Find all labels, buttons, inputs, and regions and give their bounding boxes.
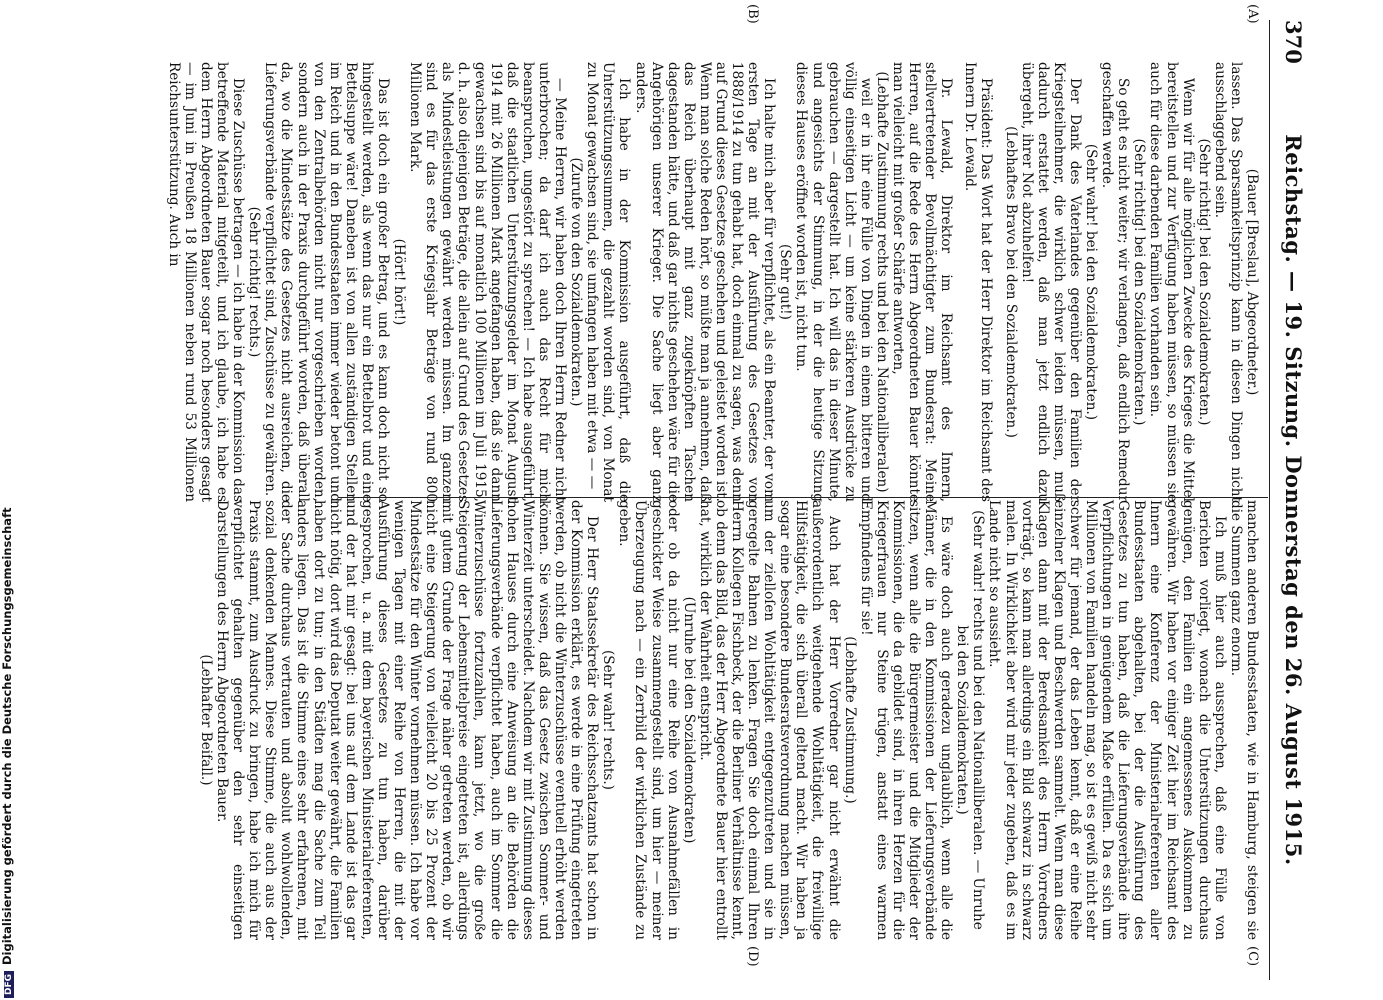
paragraph: Der Dank des Vaterlandes gegenüber den Familien der Kriegsteilnehmer, die wirklich schwer leiden müssen, muß dadurch erstattet werden, daß man jetzt endlich dazu übergeht, ihrer Not abzuhelfen! xyxy=(1018,62,1083,502)
header-rule xyxy=(1269,20,1270,980)
interjection: (Unruhe bei den Sozialdemokraten) xyxy=(680,596,697,844)
interjection: (Sehr richtig! rechts.) xyxy=(246,206,263,358)
interjection: (Lebhaftes Bravo bei den Sozialdemokraten.) xyxy=(1002,126,1019,438)
running-head: Reichstag. — 19. Sitzung. Donnerstag den 26. August 1915. xyxy=(1281,134,1306,866)
left-text-column xyxy=(166,62,1260,502)
paragraph: Ich muß hier auch aussprechen, daß eine Fülle von Berichten vorliegt, wonach die Unterstützungen durchaus genügen, den Familien ein angemessenes Auskommen zu gewähren. Wir haben vor einiger Zeit hier im Reichsamt des Innern eine Konferenz der Ministerialreferenten aller Bundesstaaten abgehalten, bei der die Ausführung des Gesetzes zu tun haben, daß die Lieferungsverbände ihre Verpflichtungen in genügendem Maße erfüllen. Da es sich um Millionen von Familien handeln mag, so ist es gewiß nicht sehr schwer für jemand, der das Leben kennt, daß er eine Reihe einzelner Klagen und Beschwerden sammelt. Wenn man diese Klagen dann mit der Beredsamkeit des Herrn Vorredners vorträgt, so kann man allerdings ein Bild schwarz in schwarz malen. In Wirklichkeit aber wird mir jeder zugeben, daß es im Lande nicht so aussieht. xyxy=(986,500,1228,940)
paragraph: weil er in ihr eine Fülle von Dingen in einem bitteren und völlig einseitigen Licht — um keine stärkeren Ausdrücke zu gebrauchen — dargestellt hat. Ich will das in dieser Minute, und angesichts der Stimmung, in der die heutige Sitzung dieses Hauses eröffnet worden ist, nicht tun. xyxy=(793,62,874,502)
interjection: (Zurufe von den Sozialdemokraten.) xyxy=(568,157,585,407)
credit-text: Digitalisierung gefördert durch die Deutsche Forschungsgemeinschaft xyxy=(0,507,14,965)
paragraph: manchen anderen Bundesstaaten, wie in Hamburg, steigen sie die Summen ganz enorm. xyxy=(1227,500,1260,940)
interjection: (Lebhafter Beifall.) xyxy=(197,654,214,786)
paragraph: oder ob da nicht nur eine Reihe von Ausnahmefällen in geschickter Weise zusammengestellt sind, um hier — meiner Überzeugung nach — ein Zerrbild der wirklichen Zustände zu geben. xyxy=(616,500,681,940)
margin-marker-b: (B) xyxy=(745,4,760,24)
paragraph: Ich habe in der Kommission ausgeführt, daß die Unterstützungssummen, die gezahlt worden sind, von Monat zu Monat gewachsen sind, sie umfangen haben mit etwa — — xyxy=(584,62,633,502)
page-number: 370 xyxy=(1281,20,1306,64)
right-text-column xyxy=(198,500,1260,940)
interjection: (Sehr wahr! rechts und bei den Nationalliberalen. — Unruhe bei den Sozialdemokraten.) xyxy=(954,510,987,930)
paragraph: Auch hat der Herr Vorredner gar nicht erwähnt die außerordentlich weitgehende Wohltätigkeit, die freiwillige Hilfstätigkeit, die sich überall geltend macht. Wir haben ja sogar eine besondere Bundesratsverordnung machen müssen, um der zielloſen Wohltätigkeit entgegenzutreten und sie in geregelte Bahnen zu lenken. Fragen Sie doch einmal Ihren Herrn Kollegen Fischbeck, der die Berliner Verhältnisse kennt, ob denn das Bild, das der Herr Abgeordnete Bauer hier entrollt hat, wirklich der Wahrheit entspricht. xyxy=(696,500,842,940)
interjection: (Hört! hört!) xyxy=(391,238,408,326)
paragraph: Der Herr Staatssekretär des Reichsschatzamts hat schon in der Kommission erklärt, es werde in eine Prüfung eingetreten werden, ob nicht die Winterzuschüsse eventuell erhöht werden können. Sie wissen, daß das Gesetz zwischen Sommer- und Winterzeit unterscheidet. Nachdem wir mit Zustimmung dieses hohen Hauses durch eine Anweisung an die Behörden die Lieferungsverbände verpflichtet haben, auch im Sommer die Winterzuschüsse fortzuzahlen, kann jetzt, wo die große Steigerung der Lebensmittelpreise eingetreten ist, allerdings mit gutem Grunde der Frage näher getreten werden, ob wir nicht eine Steigerung von vielleicht 20 bis 25 Prozent der Mindestsätze für den Winter vornehmen müssen. Ich habe vor wenigen Tagen mit einer Reihe von Herren, die mit der Ausführung dieses Gesetzes zu tun haben, darüber gesprochen, u. a. mit dem bayerischen Ministerialreferenten, und der hat mir gesagt: bei uns auf dem Lande ist das gar nicht nötig, dort wird das Deputat weiter gewährt, die Familien haben dort zu tun; in den Städten mag die Sache zum Teil anders liegen. Das ist die Stimme eines sehr erfahrenen, mit der Sache durchaus vertrauten und absolut wohlwollenden, sozial denkenden Mannes. Diese Stimme, die auch aus der Praxis stammt, zum Ausdruck zu bringen, habe ich mich für verpflichtet gehalten gegenüber den sehr einseitigen Darstellungen des Herrn Abgeordneten Bauer. xyxy=(214,500,601,940)
interjection: (Lebhafte Zustimmung rechts und bei den Nationalliberalen) xyxy=(873,71,890,493)
interjection: (Bauer [Breslau], Abgeordneter.) xyxy=(1244,168,1260,396)
paragraph: lassen. Das Sparsamkeitsprinzip kann in diesen Dingen nicht ausschlaggebend sein. xyxy=(1211,62,1244,502)
paragraph: Diese Zuschüsse betragen — ich habe in der Kommission das betreffende Material mitgeteilt, und ich glaube, ich habe es dem Herrn Abgeordneten Bauer sogar noch besonders gesagt — im Juni in Preußen 18 Millionen neben rund 53 Millionen Reichsunterstützung. Auch in xyxy=(165,62,247,502)
paragraph: Es wäre doch auch geradezu unglaublich, wenn alle die Männer, die in den Kommissionen der Lieferungsverbände sitzen, wenn alle die Bürgermeister und die Mitglieder der Kommissionen, die da gebildet sind, in ihren Herzen für die Kriegerfrauen nur Steine trügen, anstatt eines warmen Empfindens für sie! xyxy=(857,500,955,940)
interjection: (Sehr richtig! bei den Sozialdemokraten.) xyxy=(1195,138,1212,426)
interjection: (Sehr wahr! bei den Sozialdemokraten.) xyxy=(1083,143,1100,421)
paragraph: — Meine Herren, wir haben doch Ihren Herrn Redner nicht unterbrochen; da darf ich auch das Recht für mich beanspruchen, ungestört zu sprechen! — Ich habe ausgeführt, daß die staatlichen Unterstützungsgelder im Monat August 1914 mit 26 Millionen Mark angefangen haben, daß sie dann gewachsen sind bis auf monatlich 100 Millionen im Juli 1915, d. h. also diejenigen Beträge, die allein auf Grund des Gesetzes als Mindestleistungen gewährt werden müssen. Im ganzen sind es für das erste Kriegsjahr Beträge von rund 800 Millionen Mark. xyxy=(407,62,569,502)
dfg-logo: DFG xyxy=(4,971,14,998)
margin-marker-d: (D) xyxy=(745,946,760,967)
interjection: (Sehr richtig! bei den Sozialdemokraten.) xyxy=(1131,138,1148,426)
paragraph: Dr. Lewald, Direktor im Reichsamt des Innern, stellvertretender Bevollmächtigter zum Bundesrat: Meine Herren, auf die Rede des Herrn Abgeordneten Bauer könnte man vielleicht mit großer Schärfe antworten, xyxy=(890,62,955,502)
interjection: (Sehr gut!) xyxy=(777,244,794,320)
page-header xyxy=(1272,20,1306,980)
column-divider xyxy=(338,497,1268,498)
paragraph: Präsident: Das Wort hat der Herr Direktor im Reichsamt des Innern Dr. Lewald. xyxy=(962,62,995,502)
paragraph: Wenn wir für alle möglichen Zwecke des Krieges die Mittel bereitstellen und zur Verfügung haben müssen, so müssen sie auch für diese darbenden Familien vorhanden sein. xyxy=(1147,62,1196,502)
paragraph: Ich halte mich aber für verpflichtet, als ein Beamter, der vom ersten Tage an mit der Ausführung des Gesetzes von 1888/1914 zu tun gehabt hat, doch einmal zu sagen, was denn auf Grund dieses Gesetzes geschehen und geleistet worden ist. Wenn man solche Reden hört, so müßte man ja annehmen, daß das Reich überhaupt mit ganz zugeknöpften Taschen dagestanden hätte, und daß gar nichts geschehen wäre für die Angehörigen unserer Krieger. Die Sache liegt aber ganz anders. xyxy=(632,62,778,502)
paragraph: Das ist doch ein großer Betrag, und es kann doch nicht so hingestellt werden, als wenn das nur ein Bettelbrot und eine Bettelsuppe wäre! Daneben ist von allen zuständigen Stellen im Reich und in den Bundesstaaten immer wieder betont und von den Zentralbehörden nicht nur vorgeschrieben worden, sondern auch in der Praxis durchgeführt worden, daß überall da, wo die Mindestsätze des Gesetzes nicht ausreichen, die Lieferungsverbände verpflichtet sind, Zuschüsse zu gewähren. xyxy=(262,62,392,502)
interjection: (Sehr wahr! rechts.) xyxy=(600,650,617,790)
digitization-credit xyxy=(0,13,14,998)
margin-marker-a: (A) xyxy=(1245,4,1260,24)
margin-marker-c: (C) xyxy=(1245,946,1260,967)
interjection: (Lebhafte Zustimmung.) xyxy=(841,636,858,804)
paragraph: So geht es nicht weiter; wir verlangen, daß endlich Remedur geschaffen werde. xyxy=(1099,62,1132,502)
